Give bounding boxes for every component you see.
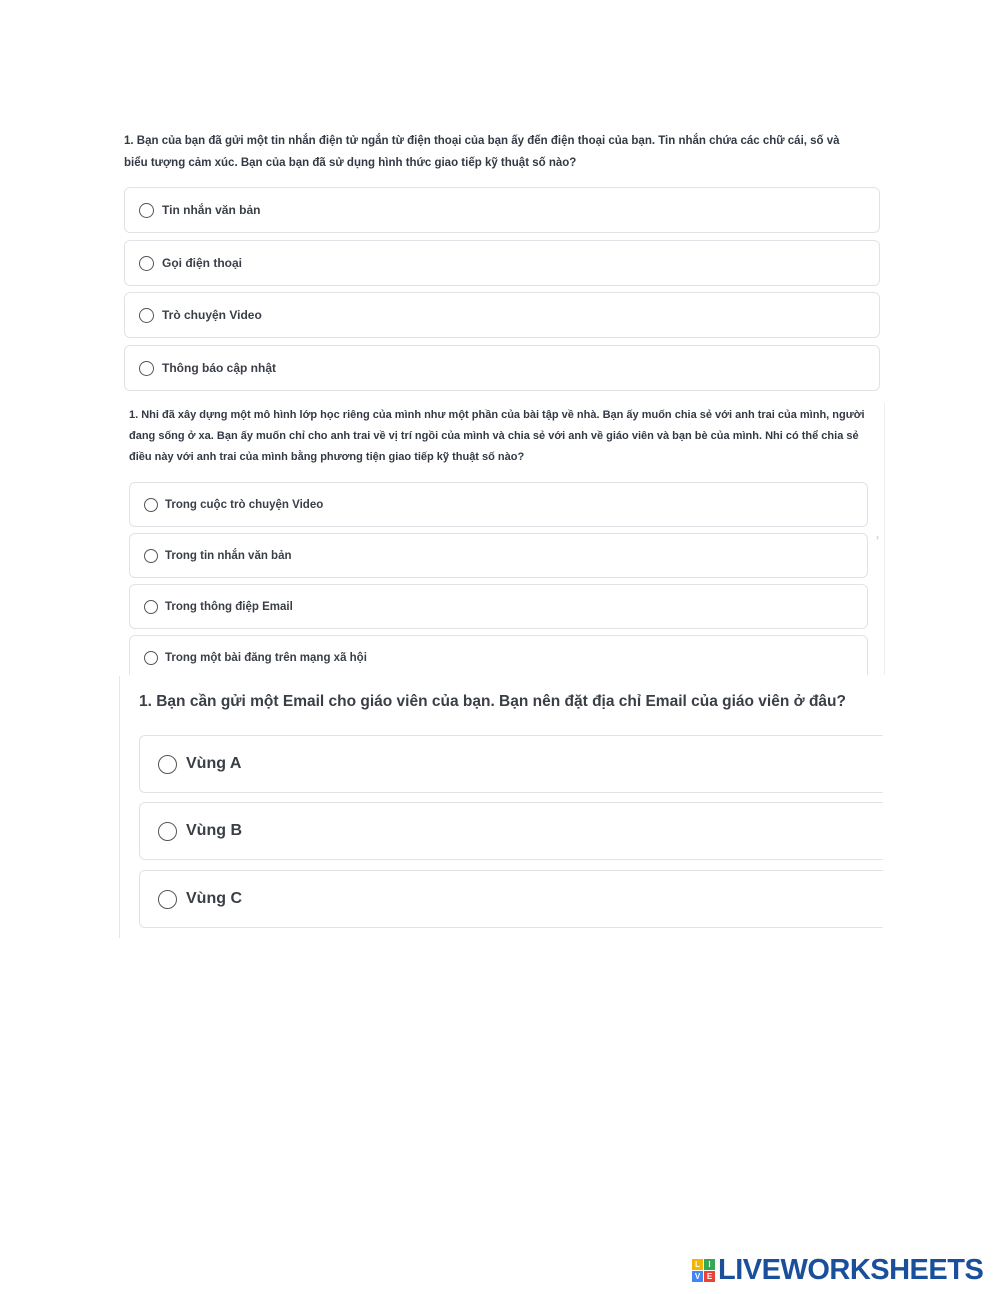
- answer-option[interactable]: [139, 802, 883, 860]
- radio-button[interactable]: [144, 549, 158, 563]
- answer-option[interactable]: [129, 482, 868, 527]
- answer-option[interactable]: [124, 240, 880, 286]
- radio-button[interactable]: [139, 256, 154, 271]
- logo-square: E: [704, 1271, 715, 1282]
- answer-option[interactable]: [139, 870, 883, 928]
- question-block-3: [119, 676, 883, 938]
- radio-button[interactable]: [144, 600, 158, 614]
- option-label: Thông báo cập nhật: [162, 361, 276, 375]
- option-label: Trong tin nhắn văn bản: [165, 549, 292, 562]
- radio-button[interactable]: [158, 822, 177, 841]
- question-text: 1. Nhi đã xây dựng một mô hình lớp học riêng của mình như một phần của bài tập về nhà. Bạn ấy muốn chia sẻ với anh trai của mình, người đang sống ở xa. Bạn ấy muốn chỉ cho anh trai về vị trí ngồi của mình và chia sẻ với anh về giáo viên và bạn bè của mình. Nhi có thể chia sẻ điều này với anh trai của mình bằng phương tiện giao tiếp kỹ thuật số nào?: [129, 409, 865, 463]
- question-block-2: [124, 403, 885, 675]
- question-block-1: [124, 130, 880, 392]
- answer-option[interactable]: [124, 292, 880, 338]
- radio-button[interactable]: [139, 308, 154, 323]
- option-label: Trong cuộc trò chuyện Video: [165, 498, 324, 511]
- option-label: Trong thông điệp Email: [165, 600, 293, 613]
- answer-option[interactable]: [129, 533, 868, 578]
- radio-button[interactable]: [158, 755, 177, 774]
- option-label: Trò chuyện Video: [162, 308, 262, 322]
- answer-option[interactable]: [124, 187, 880, 233]
- radio-button[interactable]: [158, 890, 177, 909]
- answer-option[interactable]: [124, 345, 880, 391]
- radio-button[interactable]: [144, 498, 158, 512]
- radio-button[interactable]: [139, 361, 154, 376]
- option-label: Trong một bài đăng trên mạng xã hội: [165, 651, 367, 664]
- option-label: Gọi điện thoại: [162, 256, 242, 270]
- answer-option[interactable]: [129, 635, 868, 675]
- logo-squares-icon: [692, 1259, 715, 1282]
- answer-option[interactable]: [139, 735, 883, 793]
- question-text: 1. Bạn cần gửi một Email cho giáo viên của bạn. Bạn nên đặt địa chỉ Email của giáo viên ở đâu?: [139, 693, 846, 710]
- scroll-arrow-icon[interactable]: ›: [876, 532, 879, 542]
- logo-square: I: [704, 1259, 715, 1270]
- logo-text: LIVEWORKSHEETS: [718, 1253, 984, 1286]
- question-text: 1. Bạn của bạn đã gửi một tin nhắn điện tử ngắn từ điện thoại của bạn ấy đến điện thoại của bạn. Tin nhắn chứa các chữ cái, số và biểu tượng cảm xúc. Bạn của bạn đã sử dụng hình thức giao tiếp kỹ thuật số nào?: [124, 135, 840, 169]
- logo-square: L: [692, 1259, 703, 1270]
- option-label: Vùng C: [186, 890, 242, 907]
- liveworksheets-logo: [692, 1254, 983, 1286]
- option-label: Vùng B: [186, 822, 242, 839]
- option-label: Tin nhắn văn bản: [162, 203, 261, 217]
- option-label: Vùng A: [186, 755, 242, 772]
- radio-button[interactable]: [144, 651, 158, 665]
- answer-option[interactable]: [129, 584, 868, 629]
- radio-button[interactable]: [139, 203, 154, 218]
- logo-square: V: [692, 1271, 703, 1282]
